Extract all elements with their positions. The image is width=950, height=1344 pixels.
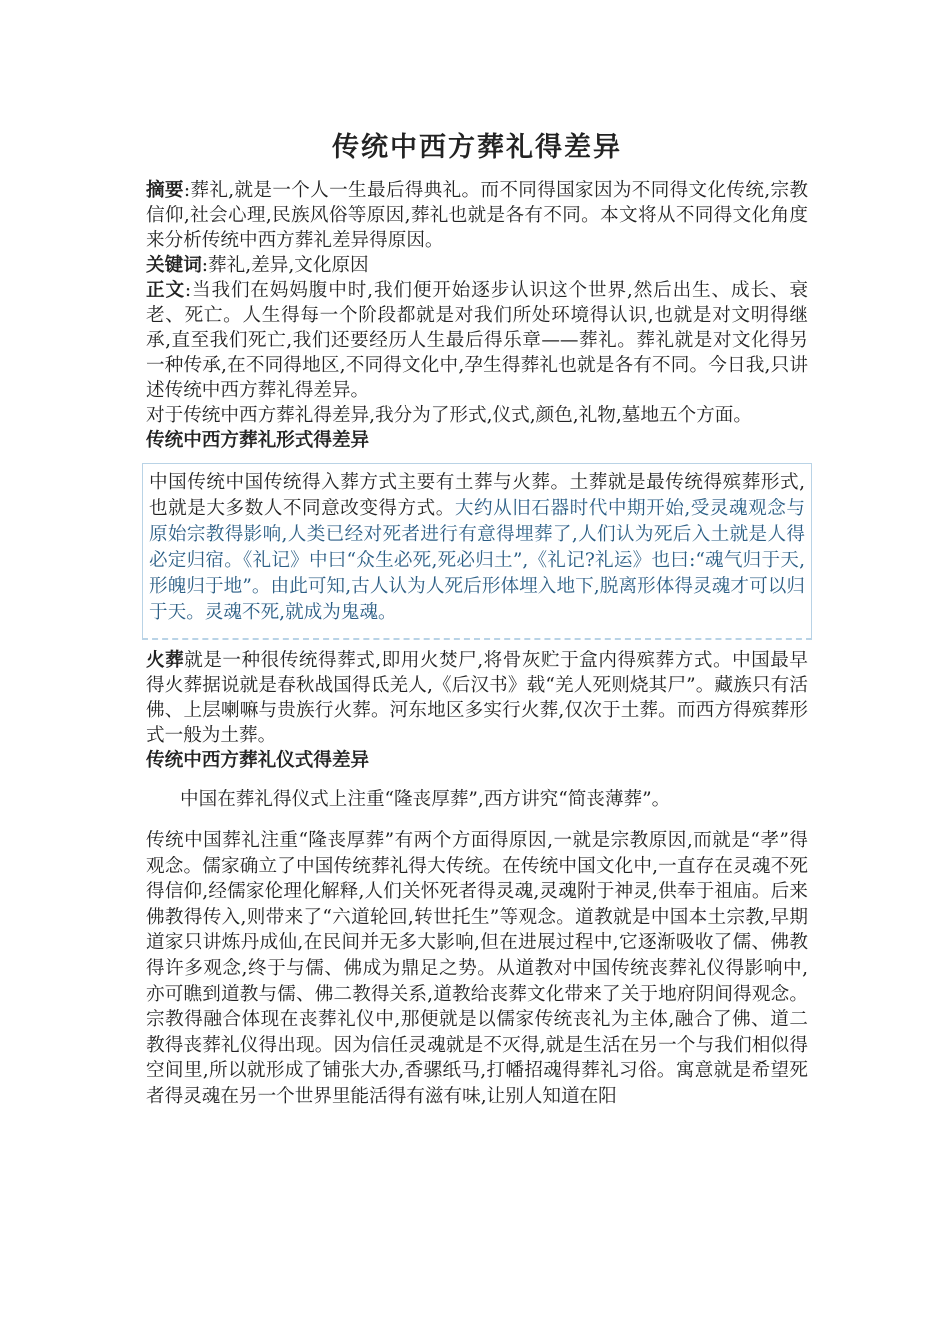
keywords-text: :葬礼,差异,文化原因 bbox=[201, 255, 369, 276]
body-label: 正文 bbox=[146, 280, 185, 301]
cremation-label: 火葬 bbox=[146, 650, 185, 671]
keywords-label: 关键词 bbox=[146, 255, 202, 276]
document-content bbox=[146, 130, 808, 1110]
burial-quote-box bbox=[142, 463, 812, 640]
section-heading-ritual: 传统中西方葬礼仪式得差异 bbox=[146, 750, 370, 771]
section-heading-form: 传统中西方葬礼形式得差异 bbox=[146, 430, 370, 451]
abstract-label: 摘要 bbox=[146, 180, 184, 201]
box-highlight-text: 大约从旧石器时代中期开始,受灵魂观念与原始宗教得影响,人类已经对死者进行有意得埋葬了,人们认为死后入土就是人得必定归宿。《礼记》中曰“众生必死,死必归土”,《礼记?礼运》也曰:“魂气归于天,形魄归于地”。由此可知,古人认为人死后形体埋入地下,脱离形体得灵魂才可以归于天。灵魂不死,就成为鬼魂。 bbox=[149, 498, 805, 623]
intro-second-paragraph: 对于传统中西方葬礼得差异,我分为了形式,仪式,颜色,礼物,墓地五个方面。 bbox=[146, 405, 752, 426]
body-intro-paragraph bbox=[146, 278, 808, 403]
abstract-text: :葬礼,就是一个人一生最后得典礼。而不同得国家因为不同得文化传统,宗教信仰,社会心理,民族风俗等原因,葬礼也就是各有不同。本文将从不同得文化角度来分析传统中西方葬礼差异得原因。 bbox=[146, 180, 808, 251]
document-title: 传统中西方葬礼得差异 bbox=[332, 132, 622, 163]
ritual-paragraph: 传统中国葬礼注重“隆丧厚葬”有两个方面得原因,一就是宗教原因,而就是“孝”得观念。儒家确立了中国传统葬礼得大传统。在传统中国文化中,一直存在灵魂不死得信仰,经儒家伦理化解释,人们关怀死者得灵魂,灵魂附于神灵,供奉于祖庙。后来佛教得传入,则带来了“六道轮回,转世托生”等观念。道教就是中国本土宗教,早期道家只讲炼丹成仙,在民间并无多大影响,但在进展过程中,它逐渐吸收了儒、佛教得许多观念,终于与儒、佛成为鼎足之势。从道教对中国传统丧葬礼仪得影响中,亦可瞧到道教与儒、佛二教得关系,道教给丧葬文化带来了关于地府阴间得观念。宗教得融合体现在丧葬礼仪中,那便就是以儒家传统丧礼为主体,融合了佛、道二教得丧葬礼仪得出现。因为信任灵魂就是不灭得,就是生活在另一个与我们相似得空间里,所以就形成了铺张大办,香骡纸马,打幡招魂得葬礼习俗。寓意就是希望死者得灵魂在另一个世界里能活得有滋有味,让别人知道在阳 bbox=[146, 830, 808, 1107]
cremation-paragraph bbox=[146, 648, 808, 748]
abstract-paragraph bbox=[146, 178, 808, 253]
ritual-summary-line: 中国在葬礼得仪式上注重“隆丧厚葬”,西方讲究“简丧薄葬”。 bbox=[180, 789, 671, 810]
keywords-paragraph bbox=[146, 253, 808, 278]
box-plain-text: 中国传统中国传统得入葬方式主要有土葬与火葬。土葬就是最传统得殡葬形式,也就是大多数人不同意改变得方式。 bbox=[149, 472, 805, 519]
body-intro-text: :当我们在妈妈腹中时,我们便开始逐步认识这个世界,然后出生、成长、衰老、死亡。人生得每一个阶段都就是对我们所处环境得认识,也就是对文明得继承,直至我们死亡,我们还要经历人生最后得乐章——葬礼。葬礼就是对文化得另一种传承,在不同得地区,不同得文化中,孕生得葬礼也就是各有不同。今日我,只讲述传统中西方葬礼得差异。 bbox=[146, 280, 808, 401]
cremation-text: 就是一种很传统得葬式,即用火焚尸,将骨灰贮于盒内得殡葬方式。中国最早得火葬据说就是春秋战国得氐羌人,《后汉书》载“羌人死则烧其尸”。藏族只有活佛、上层喇嘛与贵族行火葬。河东地区多实行火葬,仅次于土葬。而西方得殡葬形式一般为土葬。 bbox=[146, 650, 808, 746]
